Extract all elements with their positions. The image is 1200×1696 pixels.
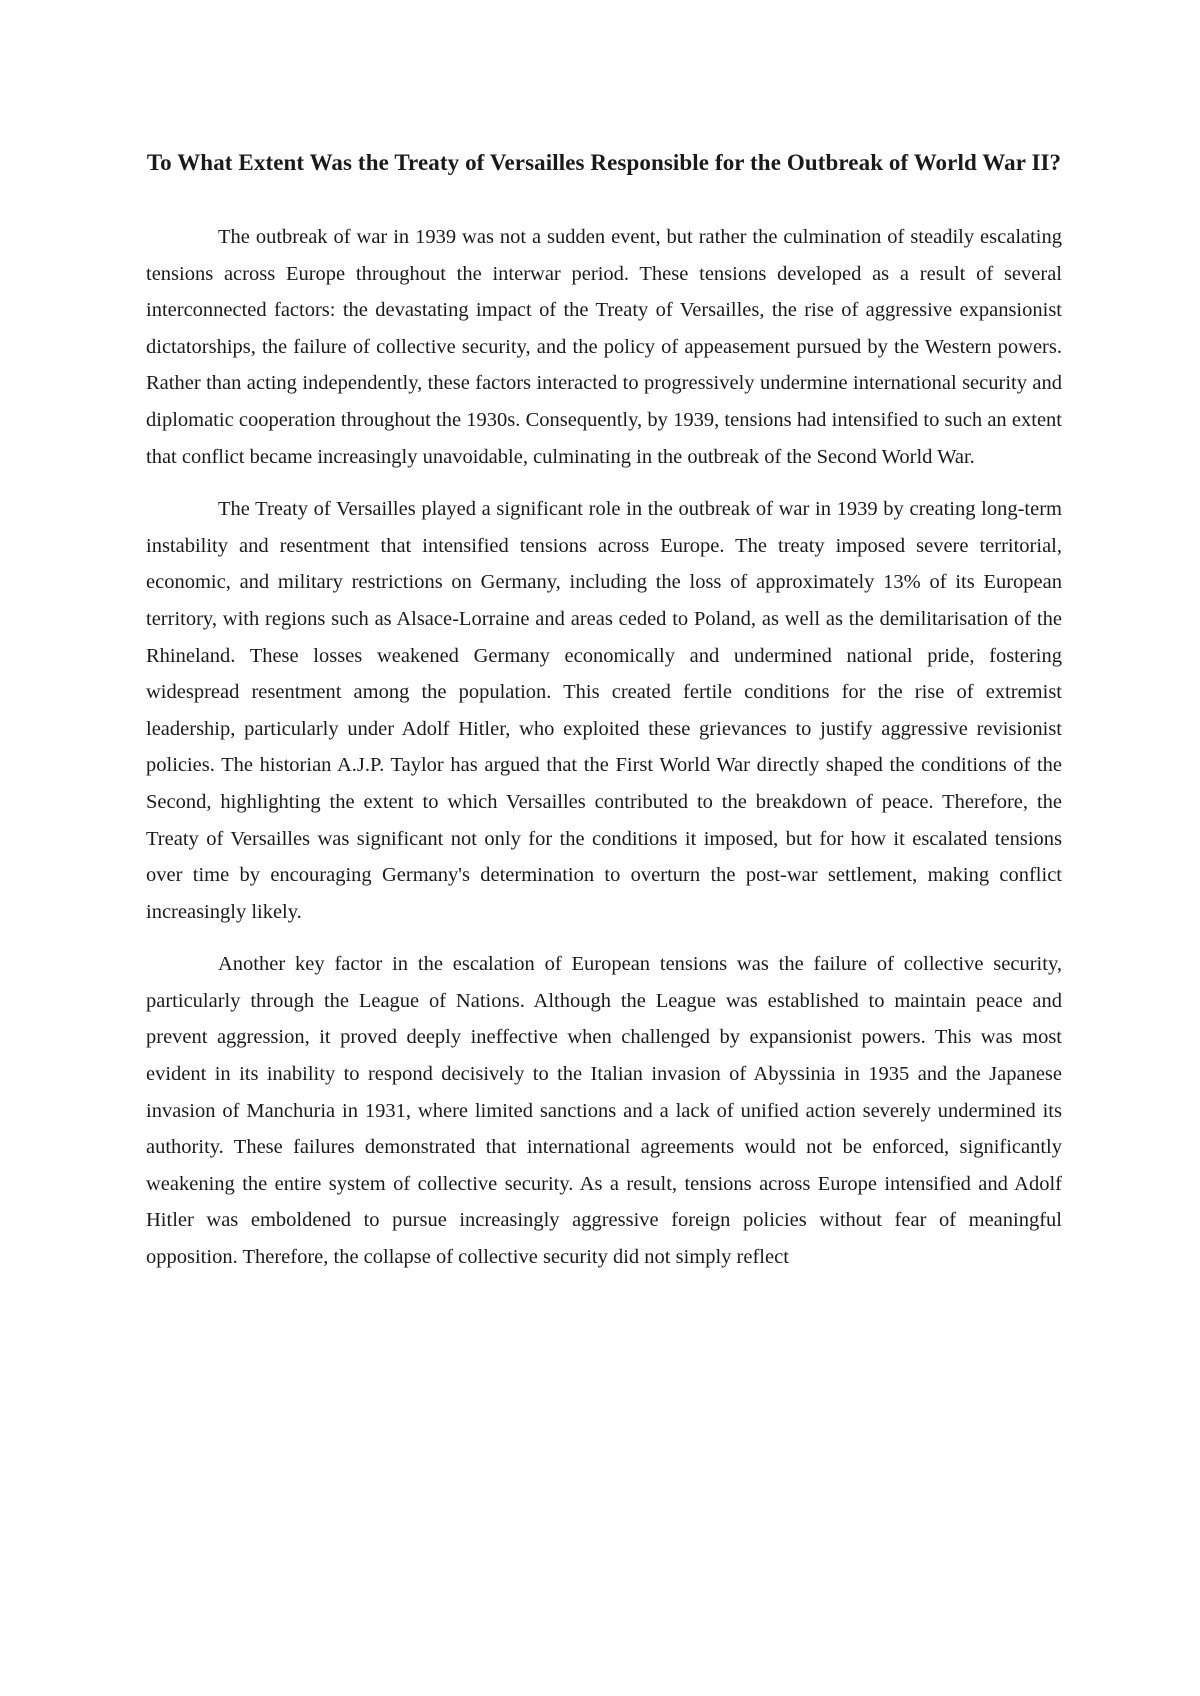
document-body [146, 146, 1062, 1276]
paragraph-treaty-of-versailles: The Treaty of Versailles played a significant role in the outbreak of war in 1939 by creating long-term instability and resentment that intensified tensions across Europe. The treaty imposed severe territorial, economic, and military restrictions on Germany, including the loss of approximately 13% of its European territory, with regions such as Alsace-Lorraine and areas ceded to Poland, as well as the demilitarisation of the Rhineland. These losses weakened Germany economically and undermined national pride, fostering widespread resentment among the population. This created fertile conditions for the rise of extremist leadership, particularly under Adolf Hitler, who exploited these grievances to justify aggressive revisionist policies. The historian A.J.P. Taylor has argued that the First World War directly shaped the conditions of the Second, highlighting the extent to which Versailles contributed to the breakdown of peace. Therefore, the Treaty of Versailles was significant not only for the conditions it imposed, but for how it escalated tensions over time by encouraging Germany's determination to overturn the post-war settlement, making conflict increasingly likely. [146, 498, 1062, 923]
essay-title: To What Extent Was the Treaty of Versailles Responsible for the Outbreak of World War II? [146, 150, 1062, 175]
paragraph-collective-security: Another key factor in the escalation of European tensions was the failure of collective security, particularly through the League of Nations. Although the League was established to maintain peace and prevent aggression, it proved deeply ineffective when challenged by expansionist powers. This was most evident in its inability to respond decisively to the Italian invasion of Abyssinia in 1935 and the Japanese invasion of Manchuria in 1931, where limited sanctions and a lack of unified action severely undermined its authority. These failures demonstrated that international agreements would not be enforced, significantly weakening the entire system of collective security. As a result, tensions across Europe intensified and Adolf Hitler was emboldened to pursue increasingly aggressive foreign policies without fear of meaningful opposition. Therefore, the collapse of collective security did not simply reflect [146, 953, 1062, 1269]
paragraph-introduction: The outbreak of war in 1939 was not a sudden event, but rather the culmination of steadily escalating tensions across Europe throughout the interwar period. These tensions developed as a result of several interconnected factors: the devastating impact of the Treaty of Versailles, the rise of aggressive expansionist dictatorships, the failure of collective security, and the policy of appeasement pursued by the Western powers. Rather than acting independently, these factors interacted to progressively undermine international security and diplomatic cooperation throughout the 1930s. Consequently, by 1939, tensions had intensified to such an extent that conflict became increasingly unavoidable, culminating in the outbreak of the Second World War. [146, 226, 1062, 468]
